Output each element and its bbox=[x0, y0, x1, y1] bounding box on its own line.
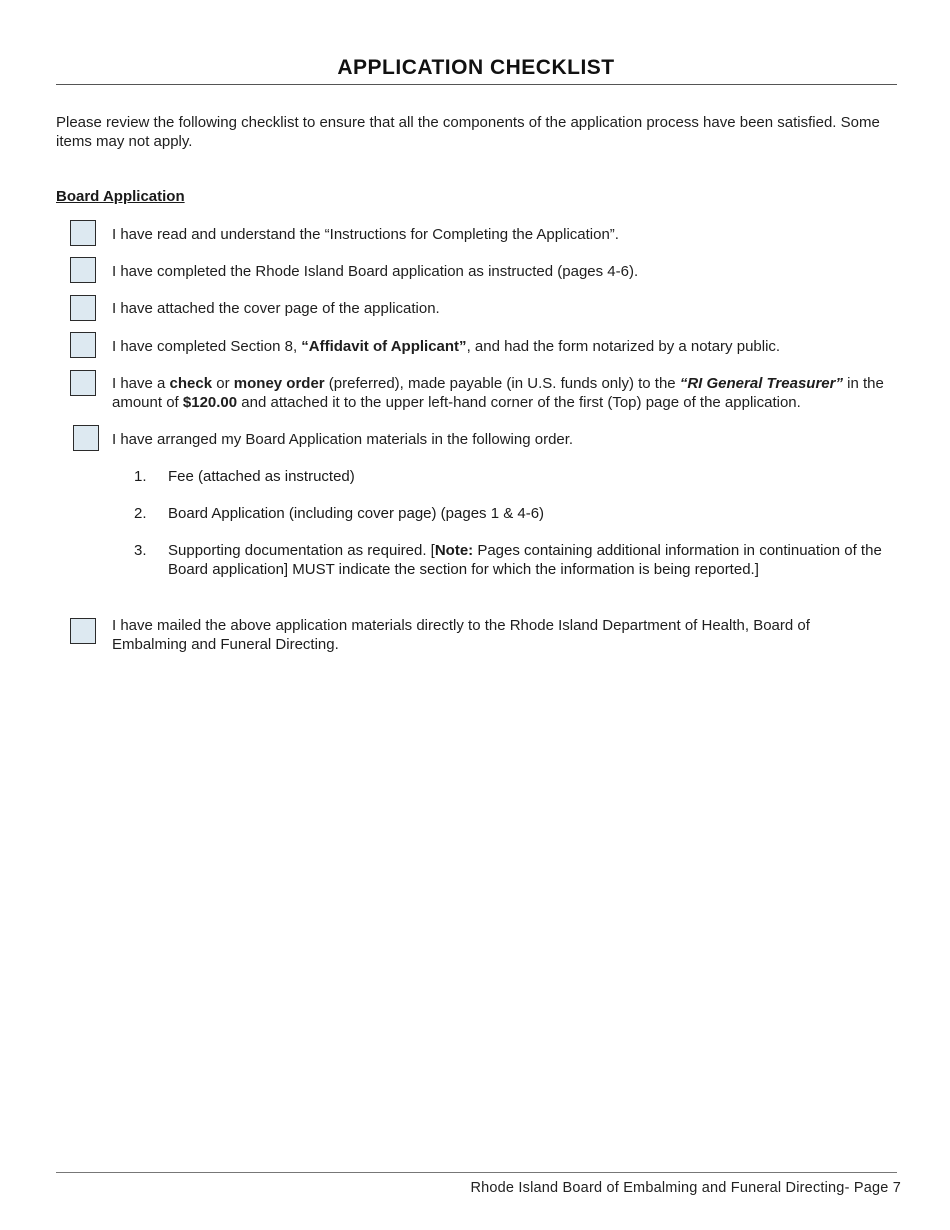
checklist-item-payment bbox=[112, 374, 902, 412]
checkbox-arranged-materials[interactable] bbox=[73, 425, 99, 451]
order-item-supporting-docs bbox=[168, 541, 900, 579]
checkbox-mailed-materials[interactable] bbox=[70, 618, 96, 644]
checkbox-cover-page[interactable] bbox=[70, 295, 96, 321]
supporting-docs-note-label: Note: bbox=[434, 542, 474, 559]
intro-paragraph: Please review the following checklist to ensure that all the components of the application process have been satisfied. Some items may not apply. bbox=[56, 114, 880, 150]
order-number-2: 2. bbox=[134, 505, 147, 522]
order-item-fee: Fee (attached as instructed) bbox=[168, 468, 355, 485]
checkbox-payment[interactable] bbox=[70, 370, 96, 396]
order-number-3: 3. bbox=[134, 542, 147, 559]
order-number-1: 1. bbox=[134, 468, 147, 485]
order-item-board-application: Board Application (including cover page) (pages 1 & 4-6) bbox=[168, 505, 545, 522]
checklist-item-cover-page: I have attached the cover page of the application. bbox=[112, 300, 440, 317]
affidavit-text-pre: I have completed Section 8, bbox=[112, 338, 302, 355]
payment-text-5: and attached it to the upper left-hand corner of the first (Top) page of the application. bbox=[237, 394, 801, 411]
checkbox-completed-application[interactable] bbox=[70, 257, 96, 283]
page-footer: Rhode Island Board of Embalming and Funeral Directing- Page 7 bbox=[470, 1180, 901, 1196]
payment-text-3: (preferred), made payable (in U.S. funds only) to the bbox=[324, 375, 680, 392]
payment-text-1: I have a bbox=[112, 375, 170, 392]
checkbox-read-instructions[interactable] bbox=[70, 220, 96, 246]
affidavit-text-post: , and had the form notarized by a notary public. bbox=[466, 338, 781, 355]
checklist-item-arranged-materials: I have arranged my Board Application materials in the following order. bbox=[112, 431, 574, 448]
page-title: APPLICATION CHECKLIST bbox=[337, 56, 615, 79]
payment-check: check bbox=[169, 375, 213, 392]
payment-text-2: or bbox=[212, 375, 234, 392]
checklist-item-completed-application: I have completed the Rhode Island Board application as instructed (pages 4-6). bbox=[112, 263, 639, 280]
footer-divider bbox=[56, 1172, 897, 1173]
checklist-item-mailed-materials: I have mailed the above application materials directly to the Rhode Island Department of Health, Board of Embalming and Funeral Directing. bbox=[112, 617, 810, 653]
supporting-docs-text-pre: Supporting documentation as required. [ bbox=[168, 542, 435, 559]
checklist-item-read-instructions: I have read and understand the “Instructions for Completing the Application”. bbox=[112, 226, 619, 243]
payment-amount: $120.00 bbox=[182, 394, 238, 411]
affidavit-title: “Affidavit of Applicant” bbox=[301, 338, 467, 355]
supporting-docs-text-post: Pages containing additional information in continuation of the Board application] MUST indicate the section for which the information is being reported.] bbox=[168, 542, 882, 578]
payment-text-4: in the amount of bbox=[112, 375, 884, 411]
checkbox-affidavit[interactable] bbox=[70, 332, 96, 358]
section-heading: Board Application bbox=[56, 188, 185, 205]
payment-payee: “RI General Treasurer” bbox=[679, 375, 843, 392]
payment-money-order: money order bbox=[233, 375, 325, 392]
checklist-item-affidavit bbox=[112, 337, 902, 356]
title-divider bbox=[56, 84, 897, 85]
